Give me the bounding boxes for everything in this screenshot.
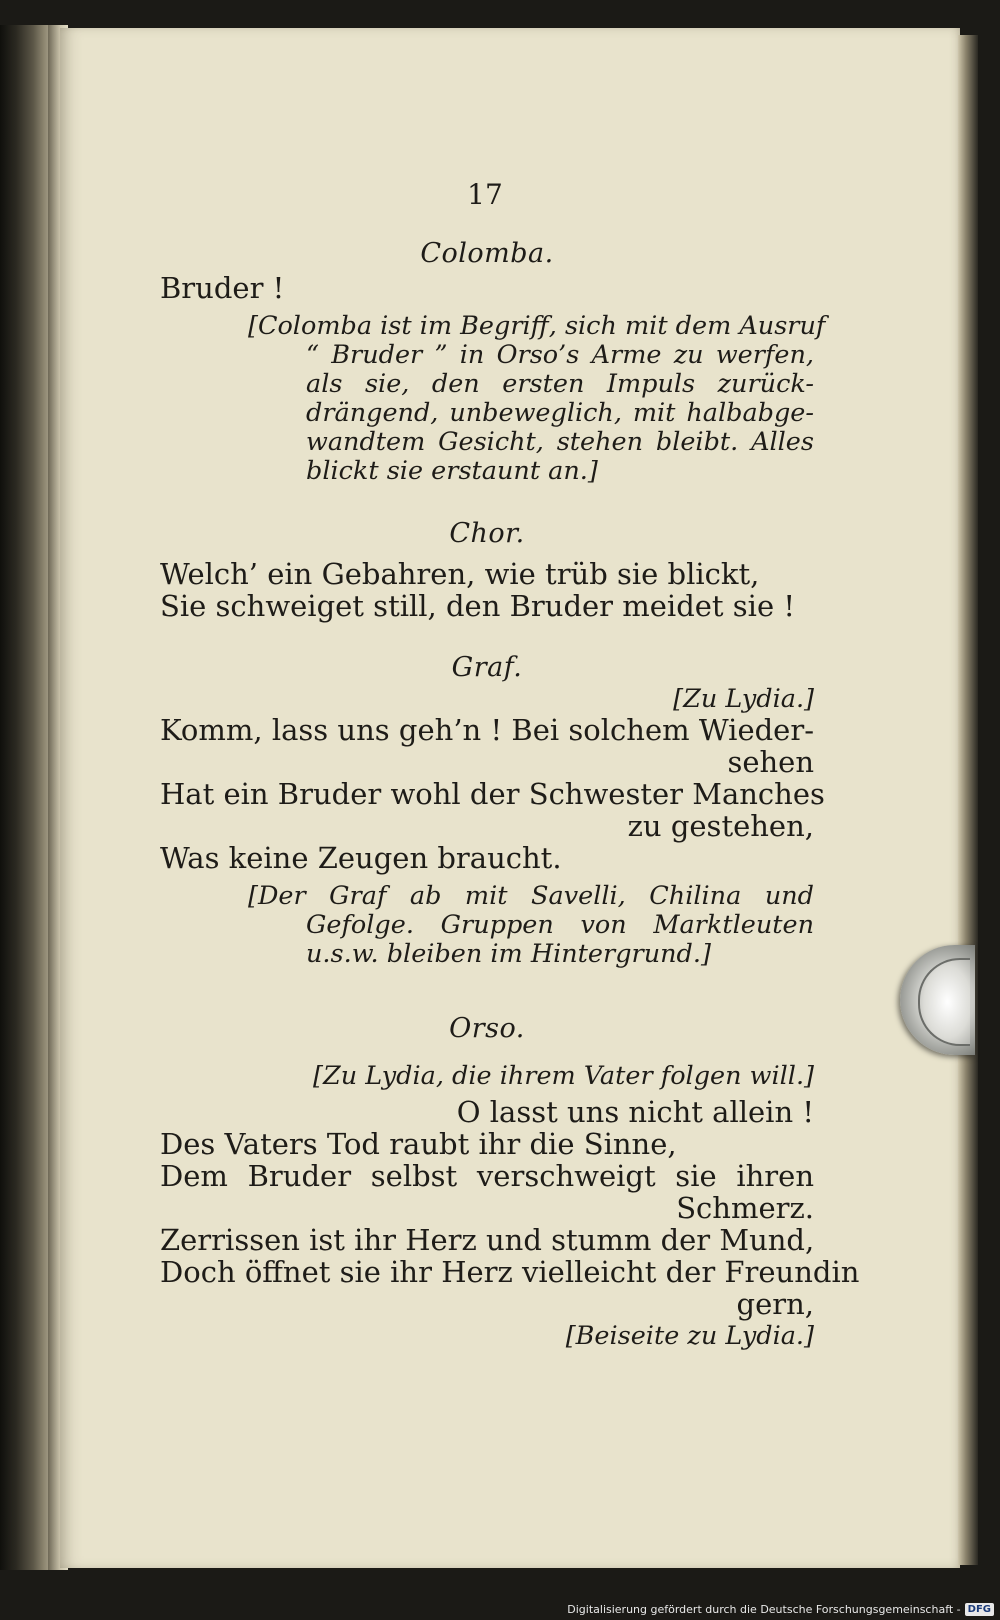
page-number: 17 [467, 178, 503, 211]
stage-direction-line: Gefolge. Gruppen von Marktleuten [306, 910, 814, 940]
verse-line: Komm, lass uns geh’n ! Bei solchem Wieder- [160, 713, 814, 747]
verse-line: sehen [727, 745, 814, 779]
stage-direction-line: blickt sie erstaunt an.] [306, 456, 598, 486]
stage-direction-line: drängend, unbeweglich, mit halbabge- [306, 398, 814, 428]
verse-line: gern, [736, 1287, 814, 1321]
speaker-chor: Chor. [449, 518, 525, 549]
verse-line: O lasst uns nicht allein ! [456, 1095, 814, 1129]
speaker-graf: Graf. [451, 652, 523, 683]
stage-direction-line: [Zu Lydia.] [673, 684, 814, 714]
footer-text: Digitalisierung gefördert durch die Deutsche Forschungsgemeinschaft - [567, 1603, 961, 1616]
verse-line: Des Vaters Tod raubt ihr die Sinne, [160, 1127, 677, 1161]
digitization-footer [567, 1603, 994, 1616]
verse-line: Welch’ ein Gebahren, wie trüb sie blickt, [160, 557, 760, 591]
stage-direction-line: als sie, den ersten Impuls zurück- [306, 369, 814, 399]
stage-direction-line: “ Bruder ” in Orso’s Arme zu werfen, [306, 340, 814, 370]
verse-line: Hat ein Bruder wohl der Schwester Manches [160, 777, 825, 811]
stage-direction-line: [Colomba ist im Begriff, sich mit dem Ausruf [248, 311, 826, 341]
verse-line: Bruder ! [160, 271, 285, 305]
stage-direction-line: [Beiseite zu Lydia.] [565, 1321, 814, 1351]
verse-line: Sie schweiget still, den Bruder meidet sie ! [160, 589, 795, 623]
verse-line: zu gestehen, [627, 809, 814, 843]
speaker-orso: Orso. [449, 1013, 525, 1044]
verse-line: Zerrissen ist ihr Herz und stumm der Mund, [160, 1223, 815, 1257]
left-page-edge [0, 25, 55, 1570]
verse-line: Dem Bruder selbst verschweigt sie ihren [160, 1159, 814, 1193]
page-edge [958, 35, 978, 1565]
stage-direction-line: u.s.w. bleiben im Hintergrund.] [306, 939, 711, 969]
verse-line: Was keine Zeugen braucht. [160, 841, 562, 875]
dfg-logo: DFG [965, 1603, 994, 1616]
verse-line: Schmerz. [676, 1191, 814, 1225]
speaker-colomba: Colomba. [420, 238, 554, 269]
verse-line: Doch öffnet sie ihr Herz vielleicht der Freundin [160, 1255, 860, 1289]
stage-direction-line: [Zu Lydia, die ihrem Vater folgen will.] [313, 1061, 814, 1091]
stage-direction-line: wandtem Gesicht, stehen bleibt. Alles [306, 427, 814, 457]
page-text [160, 0, 860, 1400]
stage-direction-line: [Der Graf ab mit Savelli, Chilina und [248, 881, 814, 911]
